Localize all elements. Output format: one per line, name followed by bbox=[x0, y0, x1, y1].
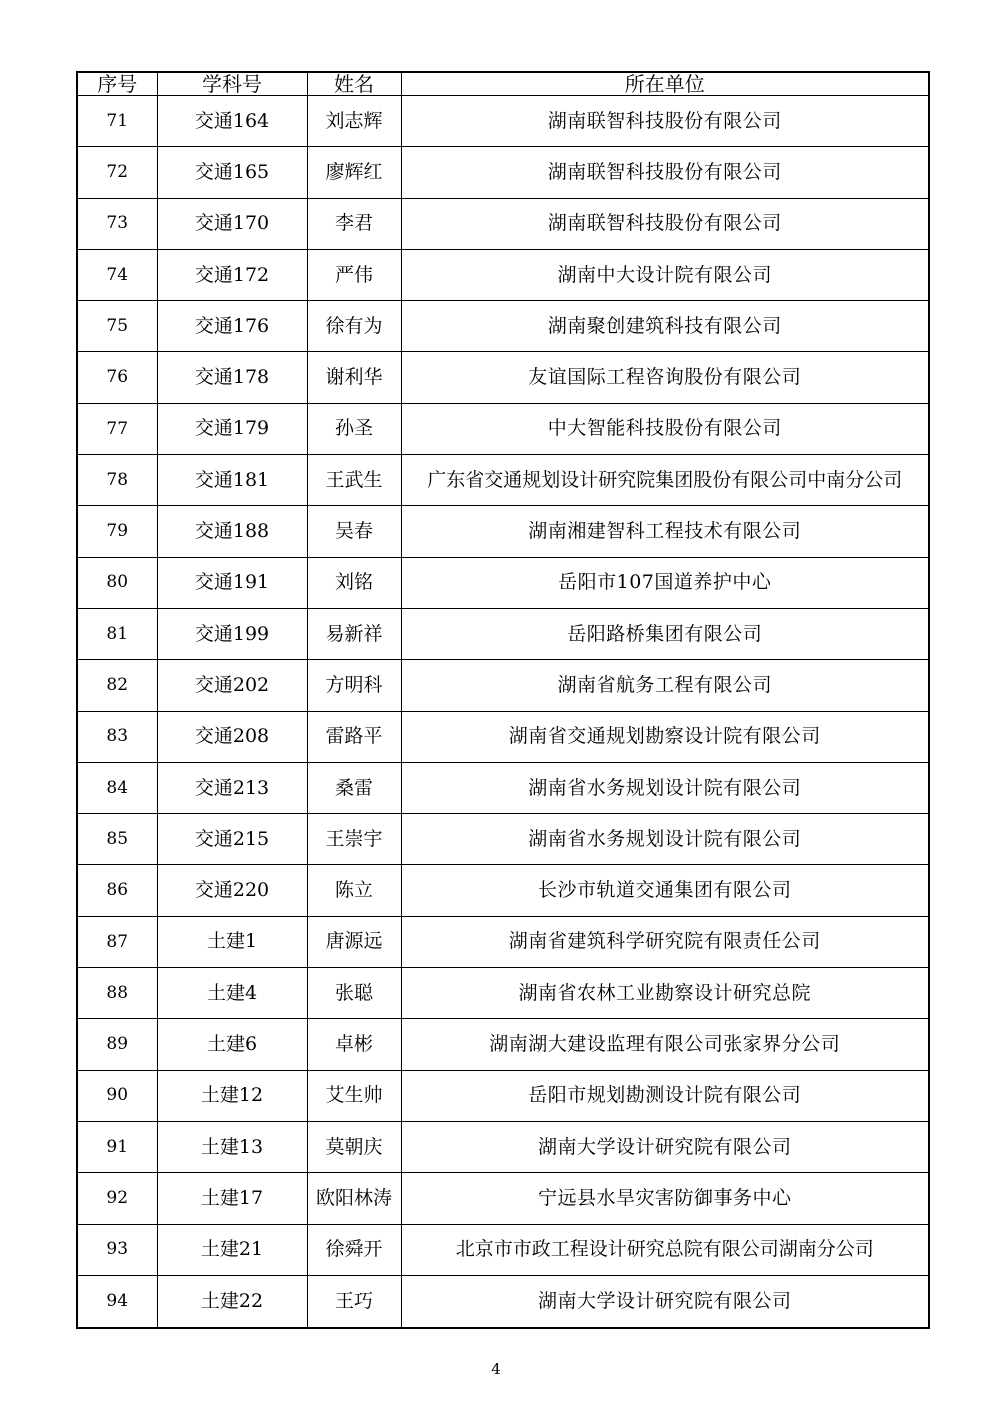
cell-subject-no: 交通202 bbox=[157, 660, 307, 711]
cell-subject-no: 交通178 bbox=[157, 352, 307, 403]
table-row bbox=[77, 301, 929, 352]
cell-subject-no: 交通215 bbox=[157, 814, 307, 865]
cell-subject-no: 土建21 bbox=[157, 1224, 307, 1275]
cell-unit: 宁远县水旱灾害防御事务中心 bbox=[401, 1173, 929, 1224]
cell-subject-no: 交通164 bbox=[157, 96, 307, 147]
cell-seq: 94 bbox=[77, 1275, 157, 1328]
cell-name: 桑雷 bbox=[307, 762, 401, 813]
cell-subject-no: 土建12 bbox=[157, 1070, 307, 1121]
cell-unit: 湖南省航务工程有限公司 bbox=[401, 660, 929, 711]
cell-unit: 湖南联智科技股份有限公司 bbox=[401, 147, 929, 198]
cell-unit: 长沙市轨道交通集团有限公司 bbox=[401, 865, 929, 916]
cell-unit: 湖南省建筑科学研究院有限责任公司 bbox=[401, 916, 929, 967]
cell-unit: 岳阳路桥集团有限公司 bbox=[401, 608, 929, 659]
table-row bbox=[77, 814, 929, 865]
header-subject-no: 学科号 bbox=[157, 72, 307, 96]
cell-name: 易新祥 bbox=[307, 608, 401, 659]
cell-name: 雷路平 bbox=[307, 711, 401, 762]
table-row bbox=[77, 968, 929, 1019]
cell-seq: 82 bbox=[77, 660, 157, 711]
cell-name: 卓彬 bbox=[307, 1019, 401, 1070]
table-row bbox=[77, 198, 929, 249]
cell-subject-no: 交通176 bbox=[157, 301, 307, 352]
cell-unit: 湖南联智科技股份有限公司 bbox=[401, 198, 929, 249]
cell-seq: 91 bbox=[77, 1121, 157, 1172]
cell-name: 徐舜开 bbox=[307, 1224, 401, 1275]
table-row bbox=[77, 96, 929, 147]
cell-name: 王巧 bbox=[307, 1275, 401, 1328]
table-row bbox=[77, 711, 929, 762]
cell-subject-no: 土建4 bbox=[157, 968, 307, 1019]
table-row bbox=[77, 1224, 929, 1275]
cell-subject-no: 交通199 bbox=[157, 608, 307, 659]
cell-seq: 77 bbox=[77, 403, 157, 454]
cell-seq: 93 bbox=[77, 1224, 157, 1275]
cell-name: 谢利华 bbox=[307, 352, 401, 403]
cell-seq: 85 bbox=[77, 814, 157, 865]
table-row bbox=[77, 455, 929, 506]
cell-name: 刘铭 bbox=[307, 557, 401, 608]
table-row bbox=[77, 249, 929, 300]
cell-seq: 84 bbox=[77, 762, 157, 813]
table-row bbox=[77, 608, 929, 659]
cell-subject-no: 土建13 bbox=[157, 1121, 307, 1172]
cell-unit: 广东省交通规划设计研究院集团股份有限公司中南分公司 bbox=[401, 455, 929, 506]
table-row bbox=[77, 352, 929, 403]
header-row bbox=[77, 72, 929, 96]
table-row bbox=[77, 557, 929, 608]
cell-subject-no: 交通165 bbox=[157, 147, 307, 198]
cell-name: 艾生帅 bbox=[307, 1070, 401, 1121]
cell-seq: 92 bbox=[77, 1173, 157, 1224]
table-row bbox=[77, 1275, 929, 1328]
table-row bbox=[77, 147, 929, 198]
cell-subject-no: 交通191 bbox=[157, 557, 307, 608]
cell-seq: 75 bbox=[77, 301, 157, 352]
cell-name: 刘志辉 bbox=[307, 96, 401, 147]
cell-subject-no: 土建22 bbox=[157, 1275, 307, 1328]
cell-unit: 湖南中大设计院有限公司 bbox=[401, 249, 929, 300]
cell-subject-no: 土建6 bbox=[157, 1019, 307, 1070]
header-name: 姓名 bbox=[307, 72, 401, 96]
cell-unit: 湖南湘建智科工程技术有限公司 bbox=[401, 506, 929, 557]
cell-name: 严伟 bbox=[307, 249, 401, 300]
cell-unit: 岳阳市规划勘测设计院有限公司 bbox=[401, 1070, 929, 1121]
cell-name: 莫朝庆 bbox=[307, 1121, 401, 1172]
cell-name: 王武生 bbox=[307, 455, 401, 506]
cell-unit: 湖南省水务规划设计院有限公司 bbox=[401, 814, 929, 865]
table-row bbox=[77, 1070, 929, 1121]
cell-name: 方明科 bbox=[307, 660, 401, 711]
table-row bbox=[77, 506, 929, 557]
cell-name: 廖辉红 bbox=[307, 147, 401, 198]
cell-seq: 90 bbox=[77, 1070, 157, 1121]
roster-body bbox=[77, 96, 929, 1329]
cell-unit: 湖南省交通规划勘察设计院有限公司 bbox=[401, 711, 929, 762]
cell-name: 王崇宇 bbox=[307, 814, 401, 865]
cell-subject-no: 土建17 bbox=[157, 1173, 307, 1224]
cell-seq: 89 bbox=[77, 1019, 157, 1070]
cell-unit: 友谊国际工程咨询股份有限公司 bbox=[401, 352, 929, 403]
cell-unit: 岳阳市107国道养护中心 bbox=[401, 557, 929, 608]
table-row bbox=[77, 762, 929, 813]
table-row bbox=[77, 1121, 929, 1172]
header-unit: 所在单位 bbox=[401, 72, 929, 96]
cell-seq: 72 bbox=[77, 147, 157, 198]
cell-seq: 80 bbox=[77, 557, 157, 608]
cell-unit: 湖南省水务规划设计院有限公司 bbox=[401, 762, 929, 813]
table-row bbox=[77, 403, 929, 454]
cell-unit: 湖南省农林工业勘察设计研究总院 bbox=[401, 968, 929, 1019]
cell-subject-no: 交通179 bbox=[157, 403, 307, 454]
cell-subject-no: 交通181 bbox=[157, 455, 307, 506]
cell-subject-no: 交通188 bbox=[157, 506, 307, 557]
cell-unit: 湖南湖大建设监理有限公司张家界分公司 bbox=[401, 1019, 929, 1070]
cell-seq: 74 bbox=[77, 249, 157, 300]
cell-subject-no: 交通213 bbox=[157, 762, 307, 813]
cell-unit: 中大智能科技股份有限公司 bbox=[401, 403, 929, 454]
cell-unit: 湖南大学设计研究院有限公司 bbox=[401, 1275, 929, 1328]
cell-name: 张聪 bbox=[307, 968, 401, 1019]
cell-unit: 湖南大学设计研究院有限公司 bbox=[401, 1121, 929, 1172]
cell-subject-no: 交通220 bbox=[157, 865, 307, 916]
table-row bbox=[77, 1019, 929, 1070]
cell-name: 唐源远 bbox=[307, 916, 401, 967]
cell-seq: 81 bbox=[77, 608, 157, 659]
table-row bbox=[77, 916, 929, 967]
cell-name: 孙圣 bbox=[307, 403, 401, 454]
cell-seq: 86 bbox=[77, 865, 157, 916]
cell-seq: 73 bbox=[77, 198, 157, 249]
cell-unit: 湖南联智科技股份有限公司 bbox=[401, 96, 929, 147]
cell-unit: 湖南聚创建筑科技有限公司 bbox=[401, 301, 929, 352]
roster-table bbox=[76, 71, 930, 1329]
cell-seq: 76 bbox=[77, 352, 157, 403]
table-row bbox=[77, 660, 929, 711]
header-seq: 序号 bbox=[77, 72, 157, 96]
cell-subject-no: 交通172 bbox=[157, 249, 307, 300]
cell-subject-no: 土建1 bbox=[157, 916, 307, 967]
cell-name: 徐有为 bbox=[307, 301, 401, 352]
cell-name: 陈立 bbox=[307, 865, 401, 916]
table-row bbox=[77, 865, 929, 916]
cell-name: 李君 bbox=[307, 198, 401, 249]
cell-seq: 83 bbox=[77, 711, 157, 762]
cell-seq: 87 bbox=[77, 916, 157, 967]
cell-seq: 78 bbox=[77, 455, 157, 506]
page-number: 4 bbox=[491, 1360, 501, 1378]
cell-seq: 71 bbox=[77, 96, 157, 147]
cell-name: 吴春 bbox=[307, 506, 401, 557]
cell-subject-no: 交通170 bbox=[157, 198, 307, 249]
table-row bbox=[77, 1173, 929, 1224]
cell-name: 欧阳林涛 bbox=[307, 1173, 401, 1224]
cell-unit: 北京市市政工程设计研究总院有限公司湖南分公司 bbox=[401, 1224, 929, 1275]
cell-seq: 88 bbox=[77, 968, 157, 1019]
cell-subject-no: 交通208 bbox=[157, 711, 307, 762]
cell-seq: 79 bbox=[77, 506, 157, 557]
